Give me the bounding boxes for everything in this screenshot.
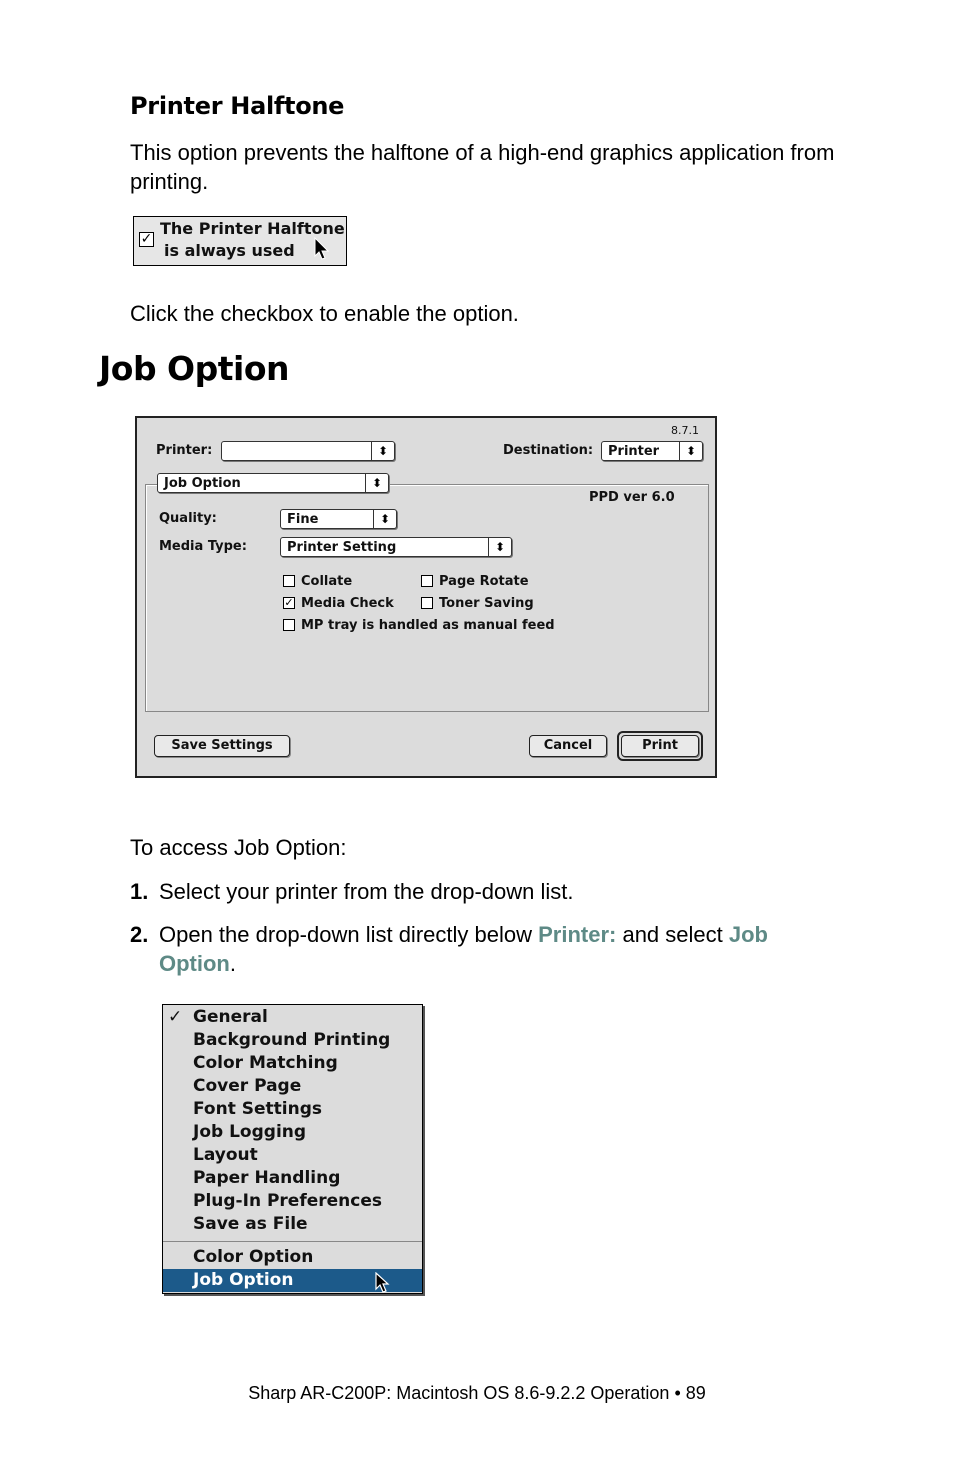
media-type-popup[interactable] [280,537,512,557]
step-2-text-middle: and select [616,922,729,947]
collate-label: Collate [301,574,353,589]
printer-label: Printer: [156,443,213,458]
checkmark-icon: ✓ [168,1007,183,1027]
quality-label: Quality: [159,511,217,526]
menu-divider [163,1241,422,1242]
mp-tray-label: MP tray is handled as manual feed [301,618,555,633]
toner-saving-label: Toner Saving [439,596,534,611]
updown-arrow-icon: ⬍ [488,538,511,556]
halftone-instruction: Click the checkbox to enable the option. [130,301,519,326]
step-1-number: 1. [130,879,149,904]
cursor-arrow-icon [375,1272,391,1294]
halftone-description: This option prevents the halftone of a high-end graphics application from printing. [130,140,835,194]
step-2-job-link-1: Job [728,922,768,947]
step-2-text-before: Open the drop-down list directly below [159,922,539,947]
quality-popup-value: Fine [287,512,319,527]
printer-popup[interactable] [221,441,395,461]
updown-arrow-icon: ⬍ [371,442,394,460]
menu-item-background-printing[interactable]: Background Printing [193,1030,391,1050]
destination-popup[interactable] [601,441,703,461]
print-dialog [135,416,717,778]
page-title: Job Option [99,349,289,388]
media-type-label: Media Type: [159,539,247,554]
page-rotate-label: Page Rotate [439,574,529,589]
version-label: 8.7.1 [671,424,699,437]
panel-popup[interactable] [157,473,389,493]
menu-item-font-settings[interactable]: Font Settings [193,1099,322,1119]
menu-item-plugin-preferences[interactable]: Plug-In Preferences [193,1191,383,1211]
updown-arrow-icon: ⬍ [365,474,388,492]
print-button[interactable]: Print [621,735,699,757]
access-intro: To access Job Option: [130,835,347,860]
cursor-arrow-icon [314,237,330,261]
mp-tray-checkbox[interactable] [283,619,295,631]
ppd-version-label: PPD ver 6.0 [589,490,675,505]
updown-arrow-icon: ⬍ [373,510,396,528]
halftone-label-line1: The Printer Halftone [160,219,345,238]
step-2-printer-link: Printer: [538,922,617,947]
step-2-text-after: . [229,951,236,976]
step-2-text [159,920,859,978]
menu-item-paper-handling[interactable]: Paper Handling [193,1168,341,1188]
quality-popup[interactable] [280,509,397,529]
save-settings-button[interactable]: Save Settings [154,735,290,757]
menu-item-job-logging[interactable]: Job Logging [193,1122,307,1142]
menu-item-general[interactable]: ✓ General [168,1007,268,1027]
media-check-label: Media Check [301,596,394,611]
destination-label: Destination: [503,443,594,458]
cancel-button[interactable]: Cancel [529,735,607,757]
collate-checkbox[interactable] [283,575,295,587]
menu-item-save-as-file[interactable]: Save as File [193,1214,308,1234]
updown-arrow-icon: ⬍ [679,442,702,460]
panel-dropdown-menu [162,1004,423,1294]
step-1-text: Select your printer from the drop-down list. [159,879,574,904]
panel-popup-value: Job Option [164,476,241,491]
toner-saving-checkbox[interactable] [421,597,433,609]
section-heading: Printer Halftone [130,92,345,120]
page-footer: Sharp AR-C200P: Macintosh OS 8.6-9.2.2 Operation • 89 [248,1383,706,1403]
menu-item-job-option[interactable]: Job Option [163,1269,422,1292]
media-check-checkbox[interactable]: ✓ [284,596,294,609]
page-rotate-checkbox[interactable] [421,575,433,587]
menu-item-layout[interactable]: Layout [193,1145,258,1165]
menu-item-color-option[interactable]: Color Option [193,1247,314,1267]
destination-popup-value: Printer [608,444,660,459]
menu-item-cover-page[interactable]: Cover Page [193,1076,302,1096]
halftone-checkbox-panel [133,216,347,266]
halftone-checkbox[interactable]: ✓ [140,231,153,247]
step-2-number: 2. [130,922,149,947]
media-type-popup-value: Printer Setting [287,540,397,555]
menu-item-color-matching[interactable]: Color Matching [193,1053,338,1073]
halftone-label-line2: is always used [164,241,295,260]
step-2-job-link-2: Option [159,951,230,976]
